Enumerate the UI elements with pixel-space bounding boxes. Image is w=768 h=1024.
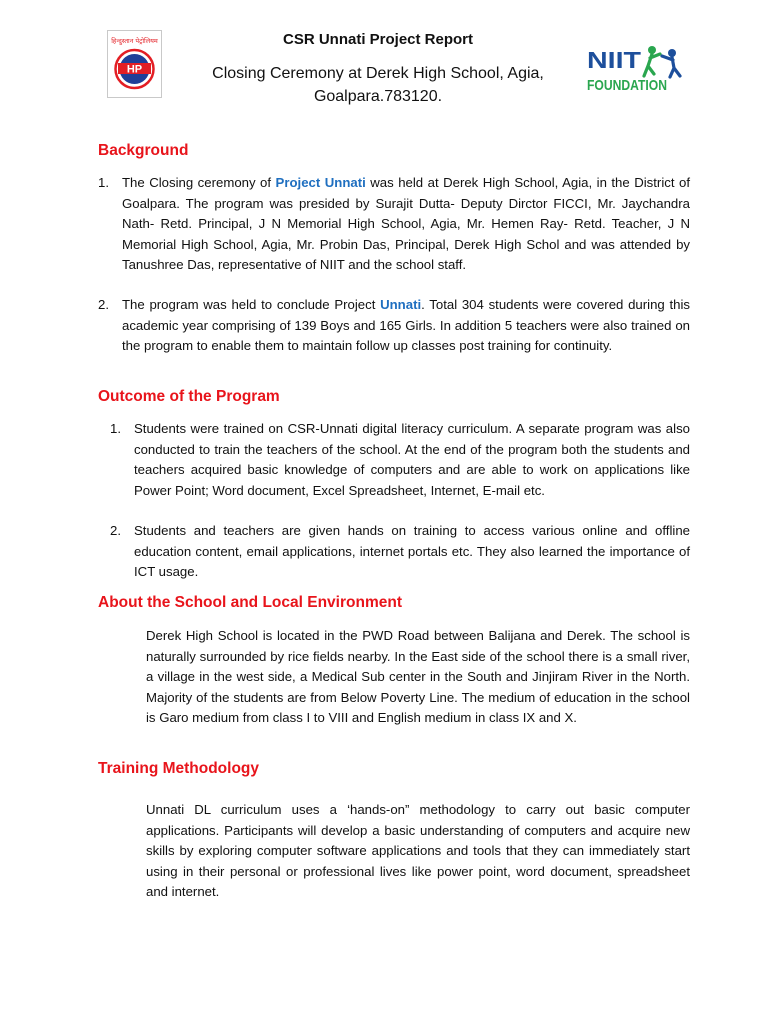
report-subtitle [200,62,556,108]
list-number: 1. [98,175,109,190]
school-paragraph: Derek High School is located in the PWD Road between Balijana and Derek. The school is naturally surrounded by rice fields nearby. In the East side of the school there is a small river, a village in the west side, a Medical Sub center in the South and Jinjiram River in the North. Majority of the students are from Below Poverty Line. The medium of education in the school is Garo medium from class I to VIII and English medium in class IX and X. [146,628,690,725]
list-number: 2. [98,297,109,312]
subtitle-line-1: Closing Ceremony at Derek High School, Agia, [212,65,544,82]
list-number: 1. [110,421,121,436]
unnati-highlight: Unnati [380,297,422,312]
outcome-item-1: Students were trained on CSR-Unnati digital literacy curriculum. A separate program was also conducted to train the teachers of the school. At the end of the program both the students and teachers acquired basic knowledge of computers and are able to work on applications like Power Point; Word document, Excel Spreadsheet, Internet, E-mail etc. [134,421,690,498]
foundation-logo-word: FOUNDATION [587,77,667,94]
outcome-item-2: Students and teachers are given hands on training to access various online and offline education content, email applications, internet portals etc. They also learned the importance of ICT usage. [134,523,690,579]
background-item-2 [122,295,690,357]
hp-logo-script: हिन्दुस्तान पेट्रोलियम [111,37,158,45]
text-segment: The Closing ceremony of [122,175,276,190]
hp-logo [107,30,162,98]
niit-foundation-logo [586,44,692,96]
heading-background: Background [98,142,189,159]
heading-outcome: Outcome of the Program [98,388,280,405]
niit-figures-icon [644,46,680,77]
background-item-1 [122,173,690,276]
heading-training: Training Methodology [98,760,260,777]
text-segment: The program was held to conclude Project [122,297,381,312]
heading-school: About the School and Local Environment [98,594,402,611]
text-segment: was held at Derek High School, Agia, in the District of Goalpara. The program was presided by Surajit Dutta- Deputy Dirctor FICCI, Mr. Jaychandra Nath- Retd. Principal, J N Memorial High School, Agia, Mr. Hemen Ray- Retd. Teacher, J N Memorial High School, Agia, Mr. Probin Das, Principal, Derek High Schol and was attended by Tanushree Das, representative of NIIT and the school staff. [122,175,690,272]
subtitle-line-2: Goalpara.783120. [313,88,443,105]
text-segment: . Total 304 students were covered during this academic year comprising of 139 Boys and 165 Girls. In addition 5 teachers were also trained on the program to enable them to maintain follow up classes post training for continuity. [122,297,690,353]
list-number: 2. [110,523,121,538]
niit-logo-word: NIIT [587,47,641,73]
niit-foundation-icon [586,44,692,96]
project-unnati-highlight: Project Unnati [275,175,366,190]
report-title: CSR Unnati Project Report [282,31,474,48]
hp-logo-letters: HP [126,63,143,76]
hp-logo-icon [108,31,161,97]
training-paragraph: Unnati DL curriculum uses a ‘hands-on” methodology to carry out basic computer applications. Participants will develop a basic understanding of computers and acquire new skills by exploring computer software applications and tools that they can immediately start using in their personal or professional lives like power point, word document, spreadsheet and internet. [146,802,690,899]
